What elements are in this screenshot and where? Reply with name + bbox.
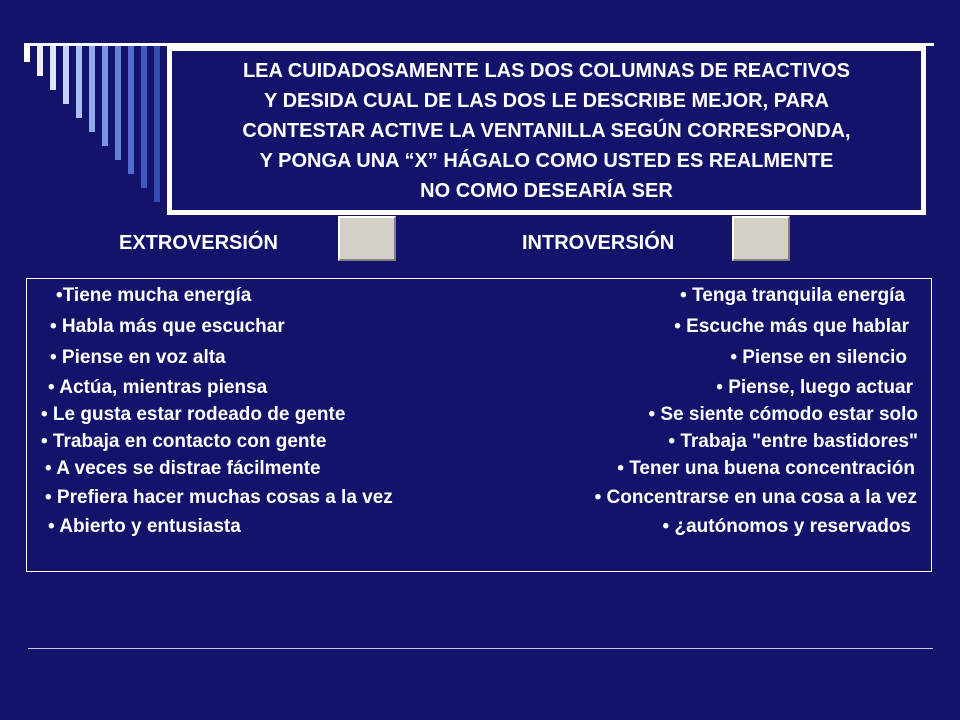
instruction-line: CONTESTAR ACTIVE LA VENTANILLA SEGÚN CORRESPONDA, [242,119,851,142]
instruction-line: LEA CUIDADOSAMENTE LAS DOS COLUMNAS DE REACTIVOS [242,59,851,82]
introversion-trait: • Tener una buena concentración [617,458,915,479]
extroversion-checkbox[interactable] [338,216,396,261]
instruction-box [167,46,926,215]
instruction-line: Y DESIDA CUAL DE LAS DOS LE DESCRIBE MEJOR, PARA [264,89,829,112]
extroversion-trait: • Piense en voz alta [50,347,226,368]
extroversion-trait: •Tiene mucha energía [56,285,252,306]
extroversion-trait: • Le gusta estar rodeado de gente [41,404,346,425]
introversion-trait: • Concentrarse en una cosa a la vez [594,487,917,508]
decor-bar [37,46,43,76]
instruction-line: NO COMO DESEARÍA SER [420,179,673,202]
introversion-trait: • Piense en silencio [730,347,907,368]
decor-bar [89,46,95,132]
introversion-trait: • Se siente cómodo estar solo [648,404,918,425]
decor-bar [128,46,134,174]
introversion-trait: • Piense, luego actuar [716,377,913,398]
instruction-text [234,56,858,206]
decor-bar [154,46,160,202]
decor-bar [102,46,108,146]
introversion-trait: • Trabaja "entre bastidores" [668,431,918,452]
introversion-trait: • Escuche más que hablar [674,316,909,337]
extroversion-trait: • Trabaja en contacto con gente [41,431,327,452]
extroversion-label: EXTROVERSIÓN [119,232,278,254]
introversion-label: INTROVERSIÓN [522,232,675,254]
extroversion-trait: • Prefiera hacer muchas cosas a la vez [45,487,393,508]
decor-bar [76,46,82,118]
decor-bar [115,46,121,160]
introversion-trait: • Tenga tranquila energía [680,285,905,306]
introversion-checkbox[interactable] [732,216,790,261]
instruction-line: Y PONGA UNA “X” HÁGALO COMO USTED ES REALMENTE [259,149,834,172]
extroversion-trait: • Actúa, mientras piensa [48,377,268,398]
decor-bar [141,46,147,188]
decor-bar [24,46,30,62]
decor-bar [63,46,69,104]
extroversion-trait: • Habla más que escuchar [50,316,285,337]
extroversion-trait: • A veces se distrae fácilmente [45,458,321,479]
decor-bar [50,46,56,90]
extroversion-trait: • Abierto y entusiasta [48,516,241,537]
bottom-rule [28,648,933,649]
introversion-trait: • ¿autónomos y reservados [662,516,911,537]
